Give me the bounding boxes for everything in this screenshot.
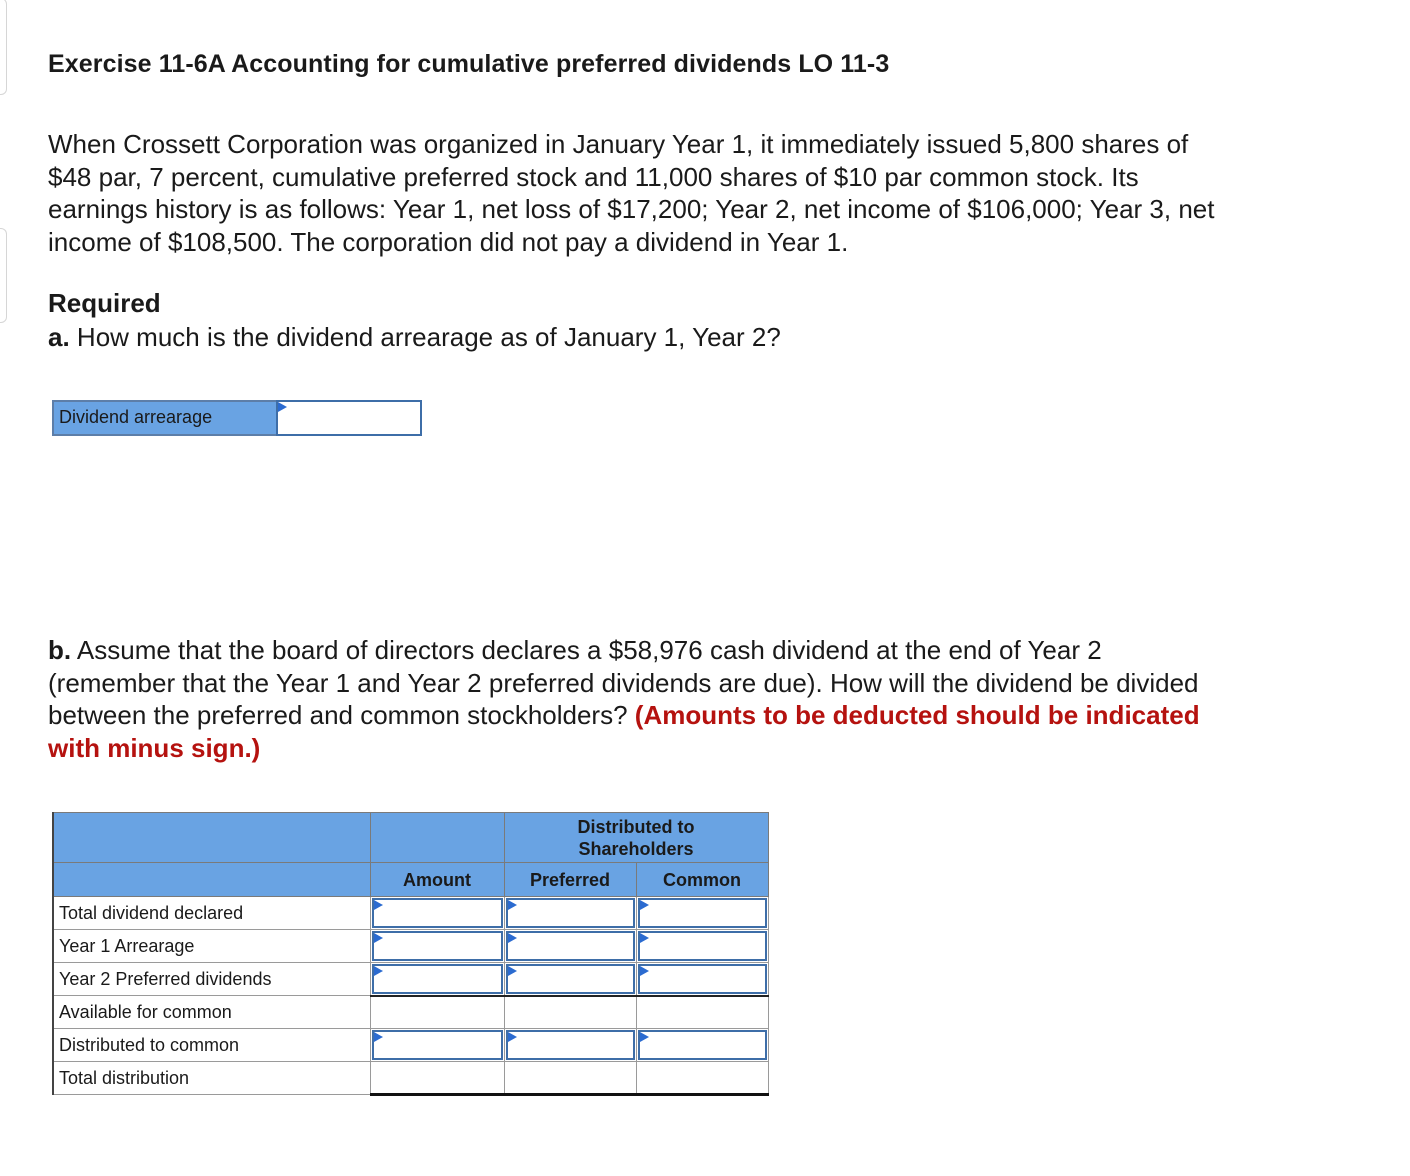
part-b-letter: b. bbox=[48, 635, 72, 665]
dividend-arrearage-row bbox=[52, 400, 422, 436]
input-marker-icon bbox=[374, 933, 383, 943]
preferred-input[interactable] bbox=[504, 930, 636, 963]
input-marker-icon bbox=[640, 933, 649, 943]
preferred-cell bbox=[504, 996, 636, 1029]
required-heading: Required bbox=[48, 288, 161, 318]
preferred-column-header: Preferred bbox=[504, 863, 636, 897]
part-a-letter: a. bbox=[48, 322, 70, 352]
row-label: Year 2 Preferred dividends bbox=[53, 963, 370, 996]
common-column-header: Common bbox=[636, 863, 768, 897]
table-row bbox=[53, 930, 768, 963]
input-marker-icon bbox=[374, 900, 383, 910]
part-b-line: between the preferred and common stockholders? bbox=[48, 700, 628, 730]
amount-column-header: Amount bbox=[370, 863, 504, 897]
amount-cell bbox=[370, 996, 504, 1029]
input-marker-icon bbox=[278, 402, 287, 412]
preferred-input[interactable] bbox=[504, 1029, 636, 1062]
common-input[interactable] bbox=[636, 963, 768, 996]
part-b-line: (remember that the Year 1 and Year 2 preferred dividends are due). How will the dividend be divided bbox=[48, 667, 1199, 698]
common-input[interactable] bbox=[636, 930, 768, 963]
left-edge-tab bbox=[0, 0, 7, 95]
common-input[interactable] bbox=[636, 1029, 768, 1062]
part-a-text: How much is the dividend arrearage as of January 1, Year 2? bbox=[76, 322, 781, 352]
distributed-to-shareholders-header bbox=[504, 813, 768, 863]
dividend-arrearage-label: Dividend arrearage bbox=[52, 400, 276, 436]
part-a-question bbox=[48, 322, 781, 353]
row-label: Total distribution bbox=[53, 1062, 370, 1095]
exercise-title: Exercise 11-6A Accounting for cumulative preferred dividends LO 11-3 bbox=[48, 50, 890, 78]
table-row bbox=[53, 897, 768, 930]
input-marker-icon bbox=[640, 1032, 649, 1042]
table-row bbox=[53, 1062, 768, 1095]
left-edge-tab bbox=[0, 228, 7, 323]
row-label: Available for common bbox=[53, 996, 370, 1029]
row-label: Total dividend declared bbox=[53, 897, 370, 930]
input-marker-icon bbox=[374, 966, 383, 976]
common-cell bbox=[636, 996, 768, 1029]
table-row bbox=[53, 1029, 768, 1062]
preferred-input[interactable] bbox=[504, 897, 636, 930]
table-row bbox=[53, 996, 768, 1029]
input-marker-icon bbox=[508, 900, 517, 910]
input-marker-icon bbox=[508, 966, 517, 976]
intro-line: income of $108,500. The corporation did not pay a dividend in Year 1. bbox=[48, 226, 849, 257]
intro-line: When Crossett Corporation was organized in January Year 1, it immediately issued 5,800 shares of bbox=[48, 129, 1189, 159]
header-blank bbox=[53, 863, 370, 897]
row-label: Distributed to common bbox=[53, 1029, 370, 1062]
group-header-line: Distributed to bbox=[577, 816, 695, 837]
header-blank bbox=[53, 813, 370, 863]
input-marker-icon bbox=[640, 900, 649, 910]
preferred-input[interactable] bbox=[504, 963, 636, 996]
input-marker-icon bbox=[374, 1032, 383, 1042]
intro-line: $48 par, 7 percent, cumulative preferred stock and 11,000 shares of $10 par common stock. Its bbox=[48, 161, 1139, 192]
minus-sign-note: with minus sign.) bbox=[48, 732, 261, 763]
common-cell bbox=[636, 1062, 768, 1095]
input-marker-icon bbox=[508, 933, 517, 943]
part-b-question bbox=[48, 634, 1368, 764]
row-label: Year 1 Arrearage bbox=[53, 930, 370, 963]
amount-input[interactable] bbox=[370, 930, 504, 963]
table-row bbox=[53, 963, 768, 996]
amount-cell bbox=[370, 1062, 504, 1095]
common-input[interactable] bbox=[636, 897, 768, 930]
intro-line: earnings history is as follows: Year 1, net loss of $17,200; Year 2, net income of $106,000; Year 3, net bbox=[48, 194, 1215, 224]
amount-input[interactable] bbox=[370, 963, 504, 996]
input-marker-icon bbox=[508, 1032, 517, 1042]
dividend-arrearage-input[interactable] bbox=[276, 400, 422, 436]
part-b-line: Assume that the board of directors declares a $58,976 cash dividend at the end of Year 2 bbox=[76, 635, 1102, 665]
dividend-distribution-table bbox=[52, 812, 769, 1096]
preferred-cell bbox=[504, 1062, 636, 1095]
input-marker-icon bbox=[640, 966, 649, 976]
amount-input[interactable] bbox=[370, 1029, 504, 1062]
group-header-line: Shareholders bbox=[578, 838, 694, 859]
amount-input[interactable] bbox=[370, 897, 504, 930]
intro-paragraph bbox=[48, 128, 1368, 258]
minus-sign-note: (Amounts to be deducted should be indicated bbox=[634, 700, 1200, 730]
header-blank bbox=[370, 813, 504, 863]
